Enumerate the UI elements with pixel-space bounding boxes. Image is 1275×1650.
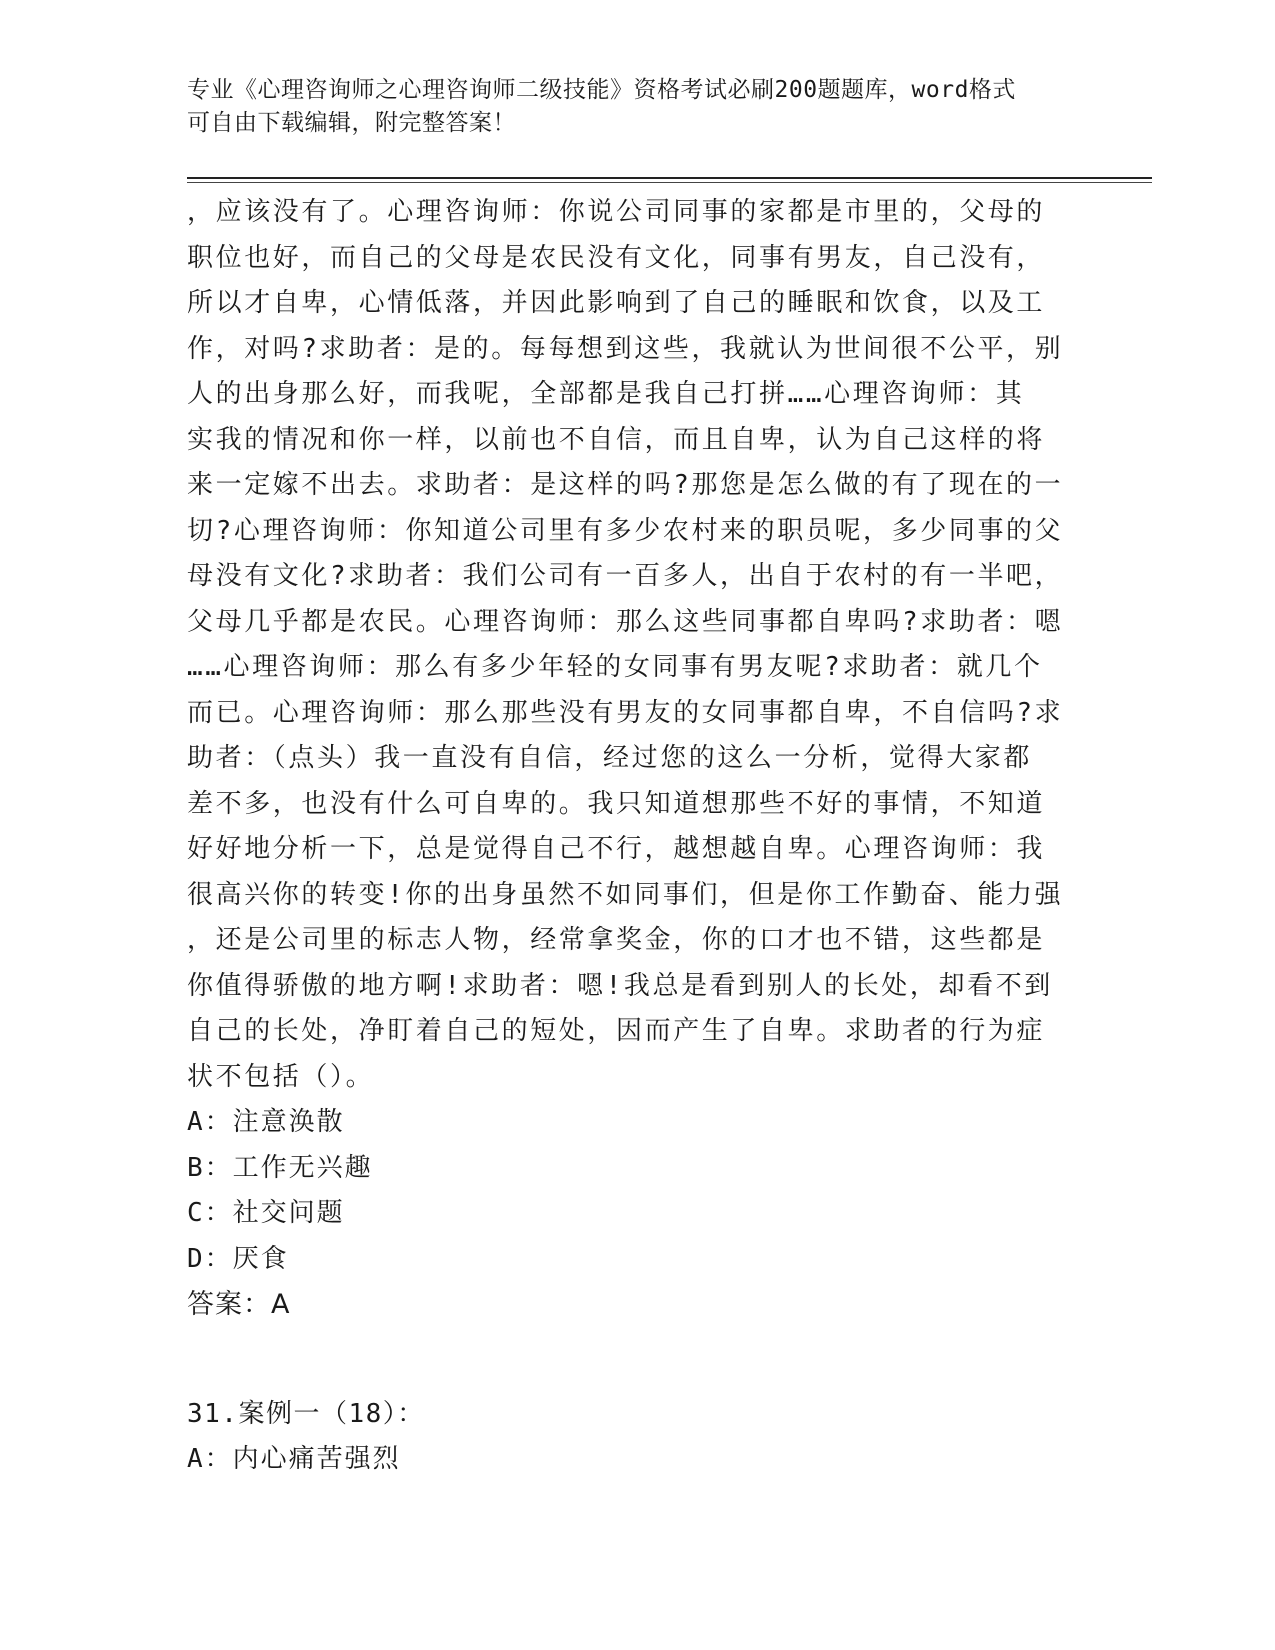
stem-line: 人的出身那么好，而我呢，全部都是我自己打拼……心理咨询师：其 [187,379,1025,409]
stem-line: 实我的情况和你一样，以前也不自信，而且自卑，认为自己这样的将 [187,424,1046,455]
stem-line: 而已。心理咨询师：那么那些没有男友的女同事都自卑，不自信吗?求 [187,697,1064,728]
stem-line: 父母几乎都是农民。心理咨询师：那么这些同事都自卑吗?求助者：嗯 [187,606,1064,637]
stem-line: 自己的长处，净盯着自己的短处，因而产生了自卑。求助者的行为症 [187,1016,1046,1046]
option-c: C：社交问题 [187,1198,345,1228]
option-b: B：工作无兴趣 [187,1152,373,1183]
document-body [187,190,1107,1483]
stem-line: 来一定嫁不出去。求助者：是这样的吗?那您是怎么做的有了现在的一 [187,470,1064,500]
stem-line: 所以才自卑，心情低落，并因此影响到了自己的睡眠和饮食，以及工 [187,288,1046,318]
header-divider-thick [187,177,1152,179]
stem-line: ，应该没有了。心理咨询师：你说公司同事的家都是市里的，父母的 [187,197,1046,227]
question-30-stem [187,190,1107,1100]
question-30-answer: 答案：A [187,1289,291,1320]
header-line-1: 专业《心理咨询师之心理咨询师二级技能》资格考试必刷200题题库，word格式 [187,77,1016,103]
stem-line: 你值得骄傲的地方啊!求助者：嗯!我总是看到别人的长处，却看不到 [187,970,1053,1001]
option-d: D：厌食 [187,1243,289,1274]
stem-line: ……心理咨询师：那么有多少年轻的女同事有男友呢?求助者：就几个 [187,652,1043,682]
stem-line: 状不包括（）。 [187,1061,375,1092]
header-line-2: 可自由下载编辑，附完整答案！ [187,110,516,136]
stem-line: 好好地分析一下，总是觉得自己不行，越想越自卑。心理咨询师：我 [187,834,1046,864]
stem-line: 很高兴你的转变!你的出身虽然不如同事们，但是你工作勤奋、能力强 [187,879,1064,910]
spacer [187,1328,1107,1392]
option-a: A：注意涣散 [187,1107,345,1137]
question-31-title: 31.案例一（18）： [187,1398,425,1429]
page-header [187,74,1067,140]
stem-line: 作，对吗?求助者：是的。每每想到这些，我就认为世间很不公平，别 [187,333,1064,364]
header-divider-thin [187,182,1152,183]
stem-line: ，还是公司里的标志人物，经常拿奖金，你的口才也不错，这些都是 [187,925,1046,955]
stem-line: 母没有文化?求助者：我们公司有一百多人，出自于农村的有一半吧， [187,561,1064,591]
option-a: A：内心痛苦强烈 [187,1444,401,1474]
stem-line: 差不多，也没有什么可自卑的。我只知道想那些不好的事情，不知道 [187,788,1046,819]
stem-line: 切?心理咨询师：你知道公司里有多少农村来的职员呢，多少同事的父 [187,515,1064,546]
stem-line: 助者：（点头）我一直没有自信，经过您的这么一分析，觉得大家都 [187,743,1033,773]
question-30-options [187,1100,1107,1282]
stem-line: 职位也好，而自己的父母是农民没有文化，同事有男友，自己没有， [187,242,1046,273]
